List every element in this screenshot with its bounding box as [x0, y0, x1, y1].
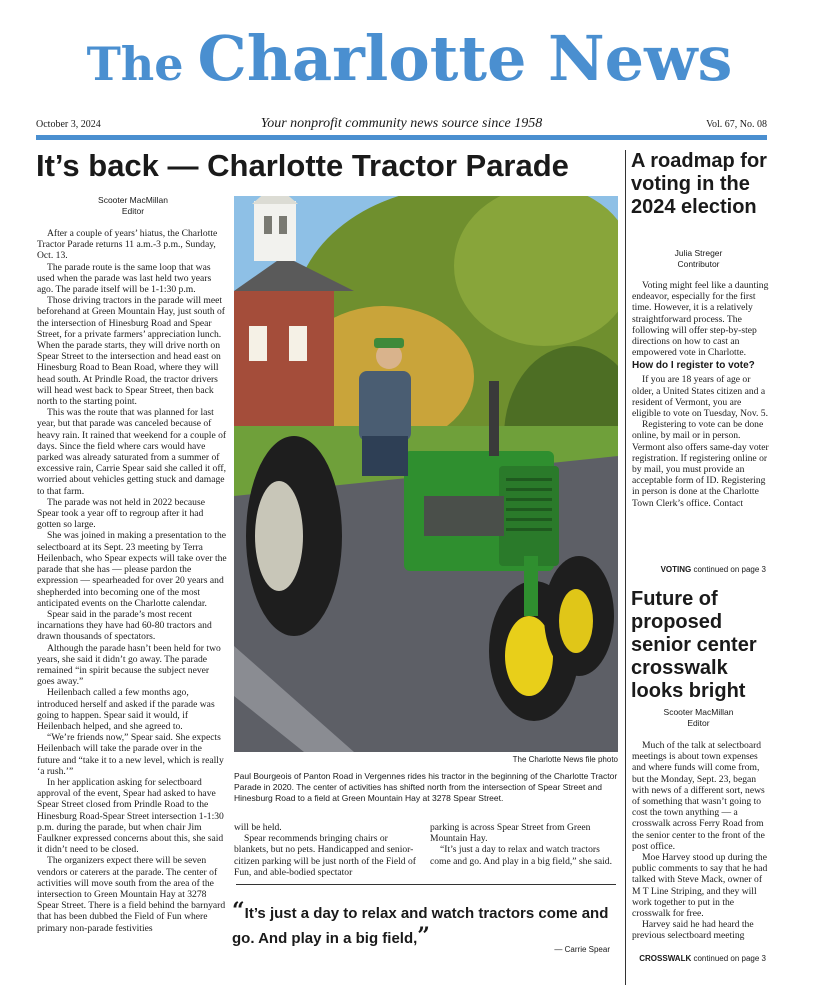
crosswalk-jump-link[interactable] [636, 954, 766, 963]
lead-paragraph: parking is across Spear Street from Green Mountain Hay. [430, 822, 591, 845]
photo-caption: Paul Bourgeois of Panton Road in Vergennes rides his tractor in the beginning of the Charlotte Tractor Parade in 2020. The center of activities has shifted north from the intersection of Spear Street and Hinesburg Road to a field at Green Mountain Hay at 3278 Spear Street. [234, 771, 618, 803]
lead-paragraph: Spear said in the parade’s most recent incarnations they have had 60-80 tractors and drawn thousands of spectators. [37, 608, 212, 643]
voting-subhead: How do I register to vote? [632, 360, 755, 372]
newspaper-name [0, 22, 819, 95]
voting-byline [631, 248, 766, 270]
lead-author-role: Editor [121, 206, 145, 216]
masthead-rule [36, 135, 767, 140]
tractor-photo [234, 196, 618, 752]
pullquote [232, 900, 617, 950]
photo-credit: The Charlotte News file photo [512, 755, 618, 764]
lead-byline [38, 195, 228, 217]
lead-headline: It’s back — Charlotte Tractor Parade [36, 148, 569, 183]
volume-number: Vol. 67, No. 08 [706, 119, 767, 130]
voting-paragraph: If you are 18 years of age or older, a United States citizen and a resident of Vermont, you are eligible to vote on Tuesday, Nov. 5. [632, 374, 768, 420]
lead-paragraph: “It’s just a day to relax and watch tractors come and go. And play in a big field,” she said. [430, 844, 612, 867]
voting-jump-link[interactable] [636, 565, 766, 574]
tagline: Your nonprofit community news source since 1958 [260, 116, 543, 131]
crosswalk-jump-text: continued on page 3 [693, 954, 766, 963]
tractor-illustration [234, 196, 618, 752]
lead-column-3 [430, 822, 616, 867]
column-divider [625, 150, 626, 985]
dateline [36, 116, 767, 134]
voting-paragraph: Registering to vote can be done online, by mail or in person. Vermont also offers same-day voter registration. If registering online or by mail, you must provide an acceptable form of ID. Registering in person is done at the Charlotte Town Clerk’s office. Contact [632, 419, 769, 509]
lead-paragraph: The parade route is the same loop that was used when the parade was last held two years ago. The parade itself will be 1-1:30 p.m. [37, 261, 212, 296]
crosswalk-author-role: Editor [687, 718, 710, 728]
voting-jump-text: continued on page 3 [693, 565, 766, 574]
lead-column-2 [234, 822, 419, 878]
lead-paragraph: The parade was not held in 2022 because Spear took a year off to regroup after it had gotten so large. [37, 496, 205, 531]
voting-jump-word: VOTING [660, 565, 692, 574]
lead-paragraph: Heilenbach called a few months ago, introduced herself and asked if the parade was going to happen. Spear said it would, if Heilenbach helped, and she agreed to. [37, 687, 215, 732]
crosswalk-paragraph: Harvey said he had heard the previous selectboard meeting [632, 919, 754, 942]
lead-paragraph: After a couple of years’ hiatus, the Charlotte Tractor Parade returns 11 a.m.-3 p.m., Sunday, Oct. 13. [37, 228, 218, 262]
lead-paragraph: She was joined in making a presentation to the selectboard at its Sept. 23 meeting by Terra Heilenbach, who Spear expects will take over the parade that she has — please pardon the expression — spearheaded for over 20 years and shepherded into becoming one of the most anticipated events on the Charlotte calendar. [37, 530, 227, 609]
open-quote-mark: “ [232, 898, 245, 924]
masthead [0, 22, 819, 95]
voting-body [632, 280, 770, 509]
pullquote-divider [236, 884, 616, 885]
lead-author: Scooter MacMillan [98, 195, 168, 205]
crosswalk-byline [631, 707, 766, 729]
pullquote-attribution: — Carrie Spear [554, 945, 610, 954]
lead-paragraph: Although the parade hasn’t been held for two years, she said it didn’t go away. The parade remained “in spirit because the subject never goes away.” [37, 642, 221, 688]
masthead-the: The [86, 37, 184, 91]
crosswalk-author: Scooter MacMillan [663, 707, 734, 717]
lead-paragraph: In her application asking for selectboard approval of the event, Spear had asked to have Spear Street closed from Prindle Road to the Hinesburg Road-Spear Street intersection 1-1:30 p.m. during the parade, but when chair Jim Faulkner expressed concerns about this, she said it didn’t need to be closed. [37, 776, 224, 856]
lead-paragraph: This was the route that was planned for last year, but that parade was canceled because of heavy rain. It rained that weekend for a couple of days. Since the field where cars would have parked was already saturated from a summer of excessive rain, Carrie Spear said she called it off, worried about vehicles getting stuck and damage to that farm. [37, 407, 227, 497]
lead-paragraph: “We’re friends now,” Spear said. She expects Heilenbach will take the parade over in the future and “take it to a new level, which is really ‘a rush.’” [37, 732, 224, 777]
voting-headline: A roadmap for voting in the 2024 election [631, 150, 767, 218]
crosswalk-paragraph: Much of the talk at selectboard meetings is about town expenses and where funds will come from, but the Monday, Sept. 23, began with news of a different sort, news of something that wasn’t going to cost the town anything — a crosswalk across Ferry Road from the senior center to the front of the post office. [632, 740, 765, 852]
close-quote-mark: ” [417, 923, 430, 949]
voting-paragraph: Voting might feel like a daunting endeavor, especially for the first time. However, it is a relatively straightforward process. The following will offer step-by-step directions on how to cast an empowered vote in Charlotte. [632, 280, 769, 359]
crosswalk-paragraph: Moe Harvey stood up during the public comments to say that he had talked with Steve Mack, owner of M T Line Striping, and they will work together to put in the crosswalk for free. [632, 852, 768, 920]
voting-author-role: Contributor [677, 259, 720, 269]
lead-paragraph: Spear recommends bringing chairs or blankets, but no pets. Handicapped and senior-citizen parking will be just north of the Field of Fun, and able-bodied spectator [234, 833, 416, 878]
crosswalk-body [632, 740, 770, 942]
lead-paragraph: will be held. [234, 822, 282, 833]
lead-column-1 [37, 228, 227, 934]
crosswalk-jump-word: CROSSWALK [639, 954, 692, 963]
voting-author: Julia Streger [674, 248, 723, 258]
lead-paragraph: The organizers expect there will be seven vendors or caterers at the parade. The center of activities will move south from the area of the intersection to Green Mountain Hay at 3278 Spear Street. There is a field behind the barnyard that has been dubbed the Field of Fun where primary non-parade festivities [37, 855, 226, 934]
lead-paragraph: Those driving tractors in the parade will meet beforehand at Green Mountain Hay, just south of the intersection of Hinesburg Road and Spear Street, for a private farmers’ appreciation lunch. When the parade starts, they will drive north on Spear Street to the intersection and head east on Hinesburg Road to Bean Road, where they will head south. At Prindle Road, the tractor drivers will head west back to Spear Street, then back north to the starting point. [37, 295, 226, 408]
crosswalk-headline: Future of proposed senior center crosswalk looks bright [631, 588, 757, 702]
pullquote-text: It’s just a day to relax and watch tractors come and go. And play in a big field, [232, 905, 609, 947]
masthead-name: Charlotte News [197, 22, 733, 95]
issue-date: October 3, 2024 [36, 119, 101, 130]
